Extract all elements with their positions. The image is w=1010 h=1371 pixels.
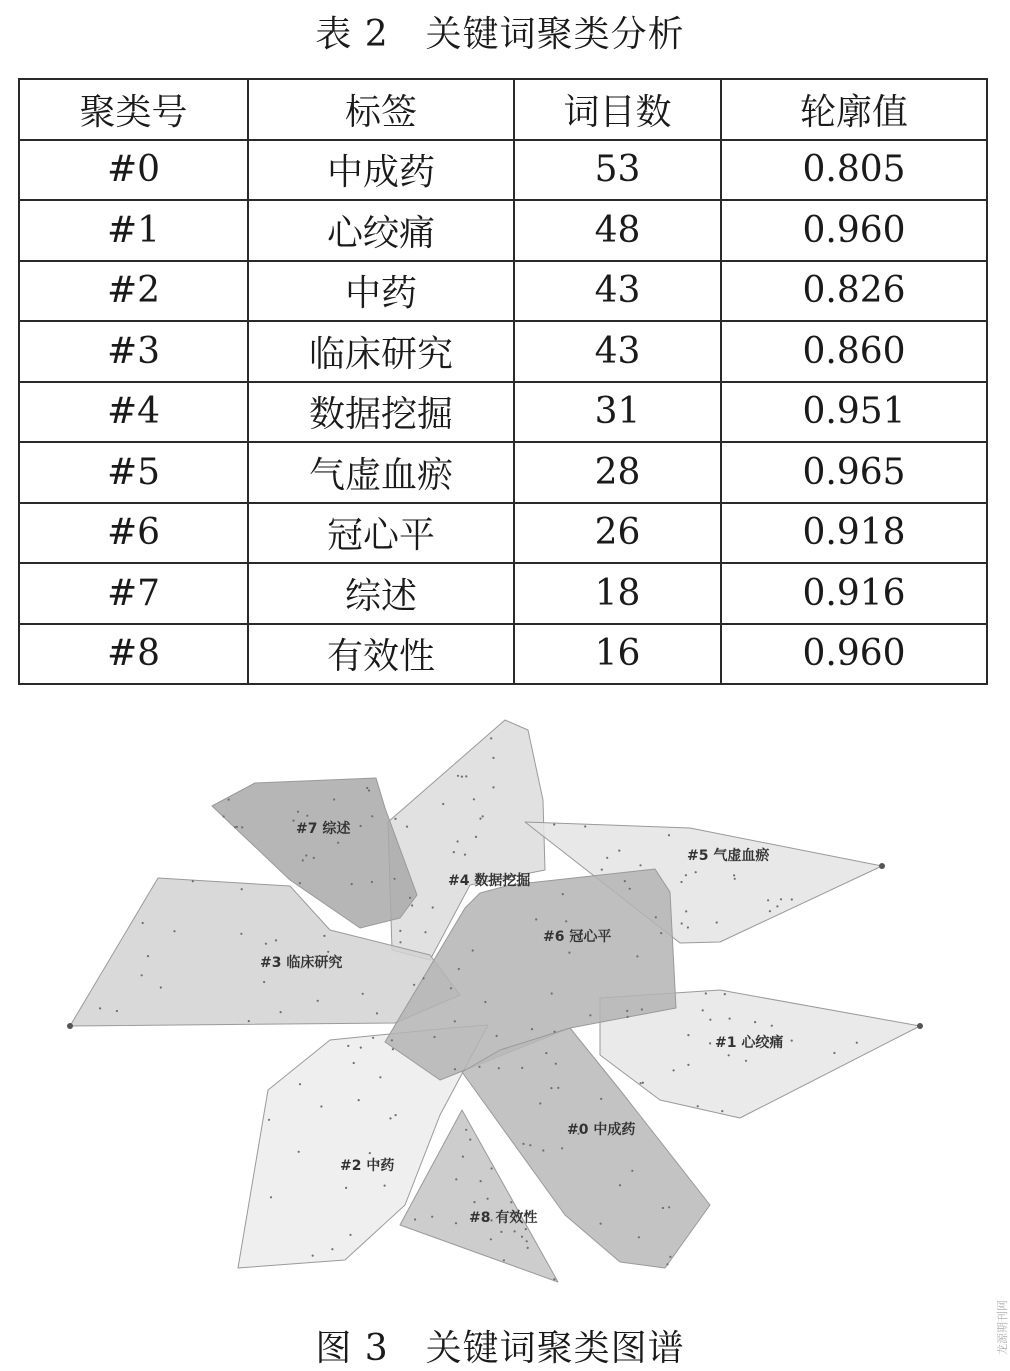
keyword-node — [687, 1064, 689, 1066]
keyword-node — [490, 737, 492, 739]
keyword-node — [275, 939, 277, 941]
keyword-node — [791, 1040, 793, 1042]
keyword-node — [432, 906, 434, 908]
cluster-label: #0 中成药 — [567, 1122, 636, 1138]
table-row — [19, 321, 987, 382]
keyword-node — [668, 1206, 670, 1208]
table-row — [19, 563, 987, 624]
keyword-node — [442, 803, 444, 805]
keyword-node — [721, 1110, 723, 1112]
keyword-node — [160, 986, 162, 988]
cell-label: 有效性 — [248, 624, 514, 685]
keyword-node — [457, 840, 459, 842]
keyword-node — [669, 1256, 671, 1258]
keyword-node — [234, 826, 236, 828]
keyword-node — [263, 981, 265, 983]
keyword-node — [299, 882, 301, 884]
keyword-node — [453, 851, 455, 853]
keyword-node — [550, 1087, 552, 1089]
keyword-node — [514, 1230, 516, 1232]
keyword-node — [539, 1102, 541, 1104]
keyword-node — [173, 930, 175, 932]
keyword-node — [376, 1012, 378, 1014]
keyword-node — [553, 1278, 555, 1280]
keyword-node — [333, 798, 335, 800]
keyword-node — [496, 1035, 498, 1037]
keyword-node — [600, 1223, 602, 1225]
keyword-node — [360, 825, 362, 827]
cluster-label: #6 冠心平 — [543, 929, 612, 945]
keyword-node — [228, 799, 230, 801]
keyword-node — [248, 1020, 250, 1022]
cluster-label: #5 气虚血瘀 — [687, 848, 770, 864]
cell-term-count: 43 — [514, 261, 721, 322]
keyword-node — [856, 1042, 858, 1044]
cell-silhouette: 0.916 — [721, 563, 987, 624]
keyword-node — [241, 888, 243, 890]
keyword-node — [522, 1143, 524, 1145]
keyword-node — [709, 1019, 711, 1021]
keyword-node — [265, 943, 267, 945]
keyword-node — [685, 874, 687, 876]
keyword-node — [320, 1105, 322, 1107]
keyword-node — [640, 1082, 642, 1084]
keyword-cluster-table — [18, 78, 988, 685]
keyword-node — [526, 1240, 528, 1242]
cell-silhouette: 0.826 — [721, 261, 987, 322]
table-row — [19, 442, 987, 503]
cell-cluster-number: #8 — [19, 624, 248, 685]
keyword-node — [728, 1054, 730, 1056]
keyword-node — [406, 826, 408, 828]
cell-term-count: 28 — [514, 442, 721, 503]
keyword-node — [270, 1196, 272, 1198]
keyword-node — [568, 952, 570, 954]
keyword-node — [636, 955, 638, 957]
keyword-node — [389, 1117, 391, 1119]
keyword-node — [629, 888, 631, 890]
keyword-node — [411, 904, 413, 906]
keyword-node — [791, 898, 793, 900]
keyword-node — [384, 1185, 386, 1187]
keyword-node — [372, 1037, 374, 1039]
keyword-node — [673, 1069, 675, 1071]
cell-cluster-number: #6 — [19, 503, 248, 564]
keyword-node — [345, 1187, 347, 1189]
table-row — [19, 503, 987, 564]
keyword-node — [331, 1248, 333, 1250]
keyword-node — [565, 920, 567, 922]
keyword-node — [695, 871, 697, 873]
cluster-label: #8 有效性 — [469, 1210, 538, 1226]
keyword-node — [527, 1247, 529, 1249]
keyword-node — [192, 880, 194, 882]
cell-silhouette: 0.965 — [721, 442, 987, 503]
keyword-node — [464, 854, 466, 856]
keyword-node — [147, 955, 149, 957]
keyword-node — [642, 1082, 644, 1084]
table-caption: 表 2 关键词聚类分析 — [315, 14, 685, 55]
cell-silhouette: 0.918 — [721, 503, 987, 564]
keyword-node — [313, 857, 315, 859]
keyword-node — [498, 1067, 500, 1069]
cell-cluster-number: #3 — [19, 321, 248, 382]
keyword-node — [606, 857, 608, 859]
keyword-node — [236, 826, 238, 828]
cell-cluster-number: #5 — [19, 442, 248, 503]
keyword-node — [349, 1234, 351, 1236]
cell-term-count: 16 — [514, 624, 721, 685]
keyword-node — [478, 1066, 480, 1068]
keyword-node — [490, 1238, 492, 1240]
keyword-node — [601, 869, 603, 871]
keyword-node — [780, 898, 782, 900]
keyword-node — [391, 1039, 393, 1041]
keyword-node — [716, 921, 718, 923]
keyword-node — [662, 1207, 664, 1209]
keyword-node — [500, 1231, 502, 1233]
cell-cluster-number: #1 — [19, 200, 248, 261]
keyword-node — [531, 1028, 533, 1030]
cell-term-count: 53 — [514, 140, 721, 201]
cell-silhouette: 0.805 — [721, 140, 987, 201]
keyword-node — [368, 789, 370, 791]
cell-term-count: 31 — [514, 382, 721, 443]
keyword-node — [455, 1222, 457, 1224]
keyword-node — [624, 880, 626, 882]
keyword-node — [687, 926, 689, 928]
keyword-node — [535, 918, 537, 920]
keyword-node — [454, 1068, 456, 1070]
table-row — [19, 261, 987, 322]
keyword-node — [462, 1156, 464, 1158]
keyword-node — [771, 1025, 773, 1027]
keyword-node — [337, 842, 339, 844]
keyword-node — [353, 1062, 355, 1064]
keyword-node — [473, 1201, 475, 1203]
keyword-node — [521, 1067, 523, 1069]
table-row — [19, 624, 987, 685]
keyword-node — [99, 1007, 101, 1009]
cell-label: 心绞痛 — [248, 200, 514, 261]
keyword-node — [681, 922, 683, 924]
keyword-node — [395, 1114, 397, 1116]
keyword-node — [631, 1170, 633, 1172]
header-silhouette: 轮廓值 — [721, 79, 987, 140]
keyword-node — [492, 757, 494, 759]
watermark: 龙源期刊网 — [996, 1300, 1009, 1355]
cell-term-count: 43 — [514, 321, 721, 382]
keyword-node — [627, 1016, 629, 1018]
keyword-node — [729, 1018, 731, 1020]
keyword-node — [409, 897, 411, 899]
cell-silhouette: 0.960 — [721, 624, 987, 685]
cell-label: 数据挖掘 — [248, 382, 514, 443]
keyword-node — [473, 798, 475, 800]
keyword-node — [666, 1263, 668, 1265]
keyword-node — [280, 1011, 282, 1013]
keyword-node — [297, 811, 299, 813]
keyword-node — [724, 993, 726, 995]
keyword-node — [833, 1052, 835, 1054]
cell-label: 气虚血瘀 — [248, 442, 514, 503]
keyword-node — [767, 899, 769, 901]
keyword-node — [709, 1042, 711, 1044]
cell-label: 中药 — [248, 261, 514, 322]
hub-node — [917, 1023, 923, 1029]
keyword-node — [317, 1000, 319, 1002]
keyword-node — [465, 1129, 467, 1131]
figure-caption: 图 3 关键词聚类图谱 — [315, 1328, 685, 1369]
header-label: 标签 — [248, 79, 514, 140]
keyword-node — [554, 1031, 556, 1033]
keyword-node — [394, 818, 396, 820]
keyword-node — [551, 992, 553, 994]
keyword-node — [482, 815, 484, 817]
cell-label: 冠心平 — [248, 503, 514, 564]
cell-term-count: 18 — [514, 563, 721, 624]
keyword-node — [369, 1152, 371, 1154]
keyword-node — [733, 874, 735, 876]
keyword-node — [641, 1008, 643, 1010]
keyword-node — [371, 815, 373, 817]
keyword-node — [351, 883, 353, 885]
keyword-node — [358, 1099, 360, 1101]
keyword-node — [492, 786, 494, 788]
cell-silhouette: 0.860 — [721, 321, 987, 382]
keyword-node — [521, 1236, 523, 1238]
keyword-node — [292, 820, 294, 822]
keyword-node — [555, 1063, 557, 1065]
cluster-label: #7 综述 — [296, 821, 351, 837]
keyword-node — [458, 968, 460, 970]
cell-cluster-number: #4 — [19, 382, 248, 443]
keyword-node — [366, 787, 368, 789]
keyword-node — [469, 1139, 471, 1141]
keyword-node — [240, 933, 242, 935]
keyword-node — [142, 922, 144, 924]
keyword-node — [745, 1060, 747, 1062]
keyword-node — [141, 974, 143, 976]
hub-node — [879, 863, 885, 869]
keyword-node — [413, 984, 415, 986]
keyword-node — [302, 859, 304, 861]
keyword-node — [455, 1178, 457, 1180]
keyword-node — [542, 1149, 544, 1151]
keyword-node — [360, 1047, 362, 1049]
keyword-node — [660, 932, 662, 934]
keyword-node — [431, 1216, 433, 1218]
keyword-node — [347, 1045, 349, 1047]
table-row — [19, 200, 987, 261]
header-cluster-number: 聚类号 — [19, 79, 248, 140]
keyword-node — [312, 1255, 314, 1257]
keyword-node — [619, 1184, 621, 1186]
keyword-node — [705, 992, 707, 994]
cell-label: 临床研究 — [248, 321, 514, 382]
hub-node — [67, 1023, 73, 1029]
keyword-node — [480, 1180, 482, 1182]
keyword-node — [626, 1010, 628, 1012]
cell-label: 中成药 — [248, 140, 514, 201]
keyword-node — [399, 941, 401, 943]
keyword-node — [305, 854, 307, 856]
keyword-node — [685, 910, 687, 912]
keyword-node — [223, 815, 225, 817]
keyword-node — [327, 951, 329, 953]
cell-silhouette: 0.960 — [721, 200, 987, 261]
keyword-cluster-map — [0, 712, 1000, 1312]
header-term-count: 词目数 — [514, 79, 721, 140]
keyword-node — [491, 1167, 493, 1169]
keyword-node — [454, 1020, 456, 1022]
keyword-node — [561, 1147, 563, 1149]
keyword-node — [776, 905, 778, 907]
keyword-node — [394, 878, 396, 880]
keyword-node — [461, 776, 463, 778]
table-row — [19, 382, 987, 443]
keyword-node — [475, 836, 477, 838]
keyword-node — [545, 1052, 547, 1054]
keyword-node — [414, 1218, 416, 1220]
keyword-node — [589, 1014, 591, 1016]
keyword-node — [600, 1098, 602, 1100]
keyword-node — [734, 878, 736, 880]
cluster-label: #1 心绞痛 — [715, 1035, 784, 1051]
keyword-node — [562, 893, 564, 895]
cell-term-count: 26 — [514, 503, 721, 564]
keyword-node — [668, 834, 670, 836]
keyword-node — [639, 864, 641, 866]
cell-silhouette: 0.951 — [721, 382, 987, 443]
keyword-node — [298, 1151, 300, 1153]
cell-label: 综述 — [248, 563, 514, 624]
keyword-node — [503, 1259, 505, 1261]
keyword-node — [399, 930, 401, 932]
table-header-row — [19, 79, 987, 140]
keyword-node — [392, 1048, 394, 1050]
keyword-node — [268, 1119, 270, 1121]
keyword-node — [754, 1021, 756, 1023]
keyword-node — [557, 1087, 559, 1089]
keyword-node — [687, 1034, 689, 1036]
cluster-label: #3 临床研究 — [260, 955, 343, 971]
cell-term-count: 48 — [514, 200, 721, 261]
keyword-node — [433, 1036, 435, 1038]
keyword-node — [472, 949, 474, 951]
cell-cluster-number: #0 — [19, 140, 248, 201]
keyword-node — [323, 935, 325, 937]
keyword-node — [457, 775, 459, 777]
keyword-node — [450, 987, 452, 989]
keyword-node — [487, 1198, 489, 1200]
keyword-node — [479, 818, 481, 820]
keyword-node — [702, 1009, 704, 1011]
keyword-node — [618, 850, 620, 852]
keyword-node — [680, 881, 682, 883]
keyword-node — [306, 815, 308, 817]
keyword-node — [241, 826, 243, 828]
keyword-node — [424, 931, 426, 933]
keyword-node — [638, 1236, 640, 1238]
keyword-node — [362, 993, 364, 995]
keyword-node — [553, 823, 555, 825]
keyword-node — [379, 1076, 381, 1078]
keyword-node — [299, 1083, 301, 1085]
keyword-node — [525, 1228, 527, 1230]
cell-cluster-number: #7 — [19, 563, 248, 624]
keyword-node — [484, 1001, 486, 1003]
cluster-label: #4 数据挖掘 — [448, 873, 531, 889]
table-row — [19, 140, 987, 201]
keyword-node — [510, 1201, 512, 1203]
cell-cluster-number: #2 — [19, 261, 248, 322]
keyword-node — [529, 1144, 531, 1146]
cluster-label: #2 中药 — [340, 1158, 395, 1174]
keyword-node — [769, 910, 771, 912]
keyword-node — [655, 916, 657, 918]
keyword-node — [422, 977, 424, 979]
keyword-node — [584, 825, 586, 827]
keyword-node — [697, 1105, 699, 1107]
keyword-node — [465, 775, 467, 777]
keyword-node — [371, 881, 373, 883]
keyword-node — [116, 1010, 118, 1012]
